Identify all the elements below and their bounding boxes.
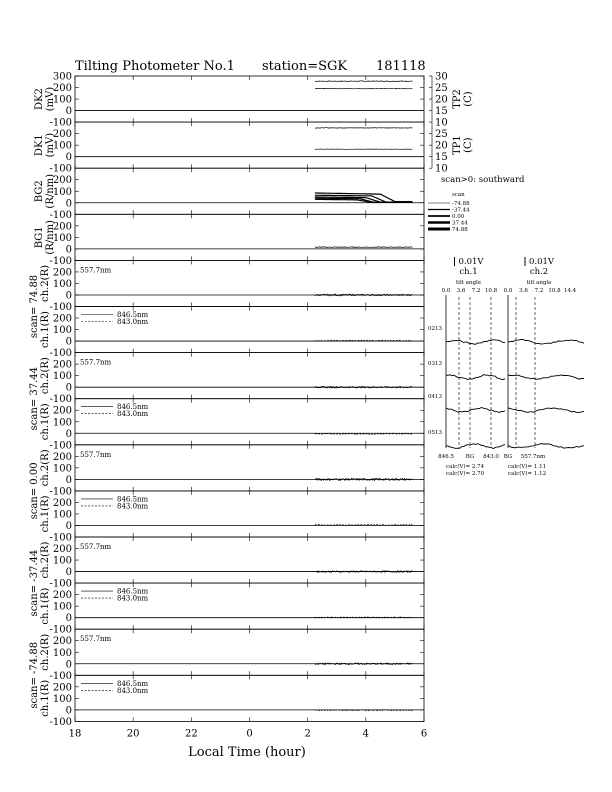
inset-trace	[508, 339, 584, 344]
inset-row-label: 0413	[428, 394, 442, 400]
date-label: 181118	[376, 59, 426, 74]
ch2-bottom-label: BG	[503, 454, 513, 460]
panel-s5c1	[40, 675, 424, 728]
ch1-bottom-label: BG	[465, 454, 475, 460]
y-tick-label: 200	[52, 590, 72, 602]
ch2-bottom-label: 557.7nm	[520, 454, 546, 460]
y-tick-label: -100	[49, 578, 72, 590]
y-tick-label: 0	[65, 382, 72, 394]
ch1-channel-label: ch.1	[459, 267, 478, 277]
bg-legend-label: -37.44	[452, 207, 470, 214]
inset-trace	[446, 444, 505, 449]
inset-trace	[446, 375, 505, 380]
ch1-bottom-label: 843.0	[483, 454, 499, 460]
y-tick-label: 100	[52, 325, 72, 337]
x-axis-label: Local Time (hour)	[188, 745, 306, 760]
y-tick-label: 200	[52, 405, 72, 417]
y-tick-label: 200	[52, 636, 72, 648]
y-axis-label-line: BG2	[34, 180, 45, 203]
y-tick-label: 100	[52, 94, 72, 106]
temp-tick-label: 20	[435, 140, 448, 152]
y-axis-label	[40, 680, 51, 717]
temp-tick-label: 10	[435, 163, 448, 175]
ch1-calc: calc(V)= 2.74	[446, 464, 485, 470]
y-tick-label: -100	[49, 209, 72, 221]
panel-s4c2	[40, 537, 424, 590]
x-tick-label: 22	[184, 728, 198, 740]
panel-s4c1	[40, 583, 424, 636]
y-tick-label: 200	[52, 682, 72, 694]
bg-scan-legend	[428, 175, 525, 233]
y-tick-label: -100	[49, 394, 72, 406]
panel-s1c2	[40, 260, 424, 313]
ch2-tick-label: 10.8	[548, 288, 561, 294]
scan-group-label: scan= -37.44	[29, 549, 40, 617]
legend-label-843: 843.0nm	[117, 410, 149, 419]
y-tick-label: 0	[65, 198, 72, 210]
legend-label-843: 843.0nm	[117, 594, 149, 603]
inset-trace	[508, 408, 584, 412]
ch2-calc: calc(V)= 1.11	[508, 464, 547, 470]
y-tick-label: 100	[52, 232, 72, 244]
panel-s3c2	[40, 445, 424, 498]
y-tick-label: 0	[65, 659, 72, 671]
inset-trace	[446, 408, 505, 413]
y-axis-label-line: (R/nm)	[45, 173, 56, 209]
legend-label-846: 846.5nm	[117, 311, 149, 319]
y-axis-label	[34, 133, 56, 158]
y-axis-label-line: (mV)	[45, 86, 56, 112]
ch1-calc: calc(V)= 2.70	[446, 471, 485, 477]
y-tick-label: -100	[49, 348, 72, 360]
y-tick-label: -100	[49, 670, 72, 682]
y-tick-label: 0	[65, 290, 72, 302]
temp-tick-label: 15	[435, 152, 448, 164]
wavelength-annotation: 557.7nm	[80, 543, 112, 551]
y-tick-label: 0	[65, 152, 72, 164]
temp-tick-label: 20	[435, 94, 448, 106]
panel-frame	[75, 260, 424, 306]
panel-frame	[75, 629, 424, 675]
y-axis-label-line: ch.2(R)	[40, 633, 51, 671]
y-tick-label: 0	[65, 520, 72, 532]
y-axis-label	[34, 174, 56, 209]
x-tick-label: 4	[362, 728, 370, 740]
bg-legend-label: 74.88	[452, 227, 468, 233]
y-axis-label-line: DK2	[34, 88, 45, 110]
temp-axis-label	[452, 135, 474, 155]
panel-bg2	[34, 168, 424, 221]
y-tick-label: 200	[52, 83, 72, 95]
y-tick-label: 0	[65, 705, 72, 717]
temp-tick-label: 25	[435, 83, 448, 95]
y-axis-label-line: ch.1(R)	[40, 679, 51, 717]
y-tick-label: -100	[49, 486, 72, 498]
y-tick-label: 100	[52, 186, 72, 198]
y-tick-label: 0	[65, 428, 72, 440]
panel-frame	[75, 76, 424, 122]
y-tick-label: 100	[52, 463, 72, 475]
ch2-tick-label: 7.2	[534, 288, 544, 294]
y-axis-label-line: ch.2(R)	[40, 264, 51, 302]
inset-trace	[508, 444, 584, 449]
scan-group-label: scan= -74.88	[29, 641, 40, 709]
ch1-axis-title: tilt angle	[455, 280, 482, 286]
y-axis-label	[40, 634, 51, 671]
y-axis-label-line: DK1	[34, 134, 45, 157]
wavelength-annotation: 557.7nm	[80, 358, 112, 367]
y-axis-label-line: ch.2(R)	[40, 449, 51, 487]
wavelength-annotation: 557.7nm	[80, 266, 112, 275]
x-axis	[69, 728, 428, 739]
y-tick-label: -100	[49, 255, 72, 267]
panel-frame	[75, 537, 424, 583]
temp-tick-label: 30	[435, 71, 448, 83]
y-axis-label-line: ch.1(R)	[40, 403, 51, 441]
ch2-tick-label: 14.4	[563, 288, 577, 294]
y-axis-label-line: ch.2(R)	[40, 541, 51, 579]
y-tick-label: 100	[52, 140, 72, 152]
bg-legend-label: -74.88	[452, 201, 470, 207]
y-tick-label: 100	[52, 417, 72, 429]
y-tick-label: 0	[65, 474, 72, 486]
y-axis-label	[40, 495, 51, 532]
y-tick-label: 200	[52, 175, 72, 187]
bg-legend-label: 37.44	[452, 220, 468, 227]
x-tick-label: 18	[68, 728, 82, 740]
scan-group-label: scan= 37.44	[29, 367, 40, 431]
y-tick-label: 100	[52, 555, 72, 567]
y-tick-label: 100	[52, 601, 72, 613]
x-tick-label: 2	[304, 728, 311, 740]
wavelength-annotation: 557.7nm	[80, 635, 112, 644]
y-axis-label	[40, 311, 51, 348]
figure-title: Tilting Photometer No.1	[75, 59, 235, 74]
station-label: station=SGK	[262, 59, 348, 74]
temp-axis-label-line: TP2	[452, 89, 463, 109]
panel-s5c2	[40, 629, 424, 682]
legend-label-846: 846.5nm	[117, 587, 149, 596]
series-ch.2	[315, 386, 413, 388]
x-tick-label: 6	[420, 728, 428, 740]
panel-s2c1	[40, 399, 424, 452]
temp-axis-label	[452, 89, 474, 109]
panel-s2c2	[40, 353, 424, 406]
legend-label-846: 846.5nm	[117, 495, 149, 504]
inset-trace	[508, 375, 584, 379]
legend-label-846: 846.5nm	[117, 679, 149, 688]
y-axis-label-line: ch.1(R)	[40, 587, 51, 625]
y-axis-label	[40, 588, 51, 625]
y-tick-label: -100	[49, 532, 72, 544]
y-axis-label	[40, 403, 51, 440]
temp-axis-label-line: TP1	[452, 135, 463, 156]
panel-frame	[75, 122, 424, 168]
y-tick-label: 200	[52, 359, 72, 371]
y-tick-label: 200	[52, 497, 72, 509]
y-tick-label: 200	[52, 129, 72, 141]
ch1-scale-label: 0.01V	[458, 257, 484, 267]
ch1-bottom-label: 846.5	[438, 454, 454, 460]
y-tick-label: 0	[65, 244, 72, 256]
legend-label-843: 843.0nm	[117, 502, 149, 511]
inset-row-label: 0213	[428, 326, 442, 332]
ch1-tick-label: 7.2	[471, 288, 481, 294]
legend-label-843: 843.0nm	[117, 686, 149, 695]
x-tick-label: 20	[126, 728, 140, 740]
y-tick-label: -100	[49, 302, 72, 313]
panel-frame	[75, 353, 424, 399]
temp-axis-label-line: (C)	[463, 137, 474, 153]
y-tick-label: 0	[65, 613, 72, 625]
inset-row-label: 0513	[428, 430, 442, 436]
temp-tick-label: 15	[435, 106, 448, 118]
ch2-tick-label: 3.6	[519, 288, 528, 294]
wavelength-annotation: 557.7nm	[80, 450, 112, 459]
y-axis-label	[34, 87, 56, 112]
y-axis-label-line: (mV)	[45, 132, 56, 158]
y-axis-label-line: BG1	[34, 226, 45, 249]
y-axis-label-line: ch.1(R)	[40, 311, 51, 349]
x-tick-label: 0	[246, 728, 253, 740]
ch1-tick-label: 3.6	[456, 288, 466, 294]
y-tick-label: -100	[49, 716, 72, 728]
time-series-panels	[29, 72, 474, 728]
inset-trace	[446, 340, 505, 345]
y-tick-label: 100	[52, 647, 72, 659]
legend-label-843: 843.0nm	[117, 318, 149, 326]
series-ch.2	[315, 663, 413, 665]
ch2-axis-title: tilt angle	[526, 280, 552, 286]
scan-group-label: scan= 0.00	[29, 462, 40, 520]
y-axis-label-line: ch.2(R)	[40, 357, 51, 395]
panel-s1c1	[40, 307, 424, 360]
series-DK1 upper	[315, 128, 413, 129]
ch2-tick-label: 0.0	[503, 288, 513, 294]
y-tick-label: -100	[49, 117, 72, 129]
temp-tick-label: 25	[435, 129, 448, 141]
y-tick-label: 200	[52, 544, 72, 556]
ch2-calc: calc(V)= 1.12	[508, 471, 547, 477]
series-BG1	[315, 247, 413, 248]
temp-axis-label-line: (C)	[463, 91, 474, 107]
y-tick-label: 200	[52, 267, 72, 279]
panel-s3c1	[40, 491, 424, 544]
scan-group-label: scan= 74.88	[29, 274, 40, 339]
panel-dk2	[34, 72, 474, 129]
series-DK2 upper	[315, 81, 413, 82]
y-axis-label-line: (R/nm)	[45, 220, 56, 255]
y-tick-label: 100	[52, 509, 72, 521]
ch1-tick-label: 10.8	[484, 288, 498, 294]
y-tick-label: 0	[65, 336, 72, 348]
y-tick-label: 200	[52, 221, 72, 233]
y-tick-label: 200	[52, 313, 72, 325]
y-tick-label: 100	[52, 278, 72, 290]
y-tick-label: 300	[52, 71, 72, 83]
panel-frame	[75, 445, 424, 491]
y-axis-label	[40, 265, 51, 302]
panel-frame	[75, 168, 424, 214]
y-tick-label: 100	[52, 693, 72, 705]
y-tick-label: -100	[49, 440, 72, 452]
y-tick-label: -100	[49, 624, 72, 636]
y-tick-label: 100	[52, 371, 72, 383]
y-tick-label: 0	[65, 567, 72, 579]
panel-frame	[75, 214, 424, 260]
inset-row-label: 0313	[428, 361, 442, 367]
y-axis-label-line: ch.1(R)	[40, 495, 51, 533]
y-axis-label	[40, 357, 51, 394]
ch1-tick-label: 0.0	[441, 288, 451, 294]
legend-label-846: 846.5nm	[117, 403, 149, 412]
y-tick-label: 200	[52, 451, 72, 463]
ch2-scale-label: 0.01V	[529, 257, 555, 267]
y-tick-label: -100	[49, 163, 72, 175]
panel-dk1	[34, 122, 474, 175]
tilt-angle-inset	[428, 257, 584, 477]
bg-legend-label: 0.00	[452, 214, 465, 220]
y-axis-label	[34, 220, 56, 255]
y-axis-label	[40, 449, 51, 486]
ch2-channel-label: ch.2	[529, 267, 549, 277]
y-tick-label: 0	[65, 106, 72, 118]
temp-tick-label: 10	[435, 117, 448, 129]
panel-bg1	[34, 214, 424, 267]
y-axis-label	[40, 541, 51, 578]
bg-legend-title: scan>0: southward	[441, 175, 525, 185]
bg-legend-header: scan	[452, 192, 465, 198]
